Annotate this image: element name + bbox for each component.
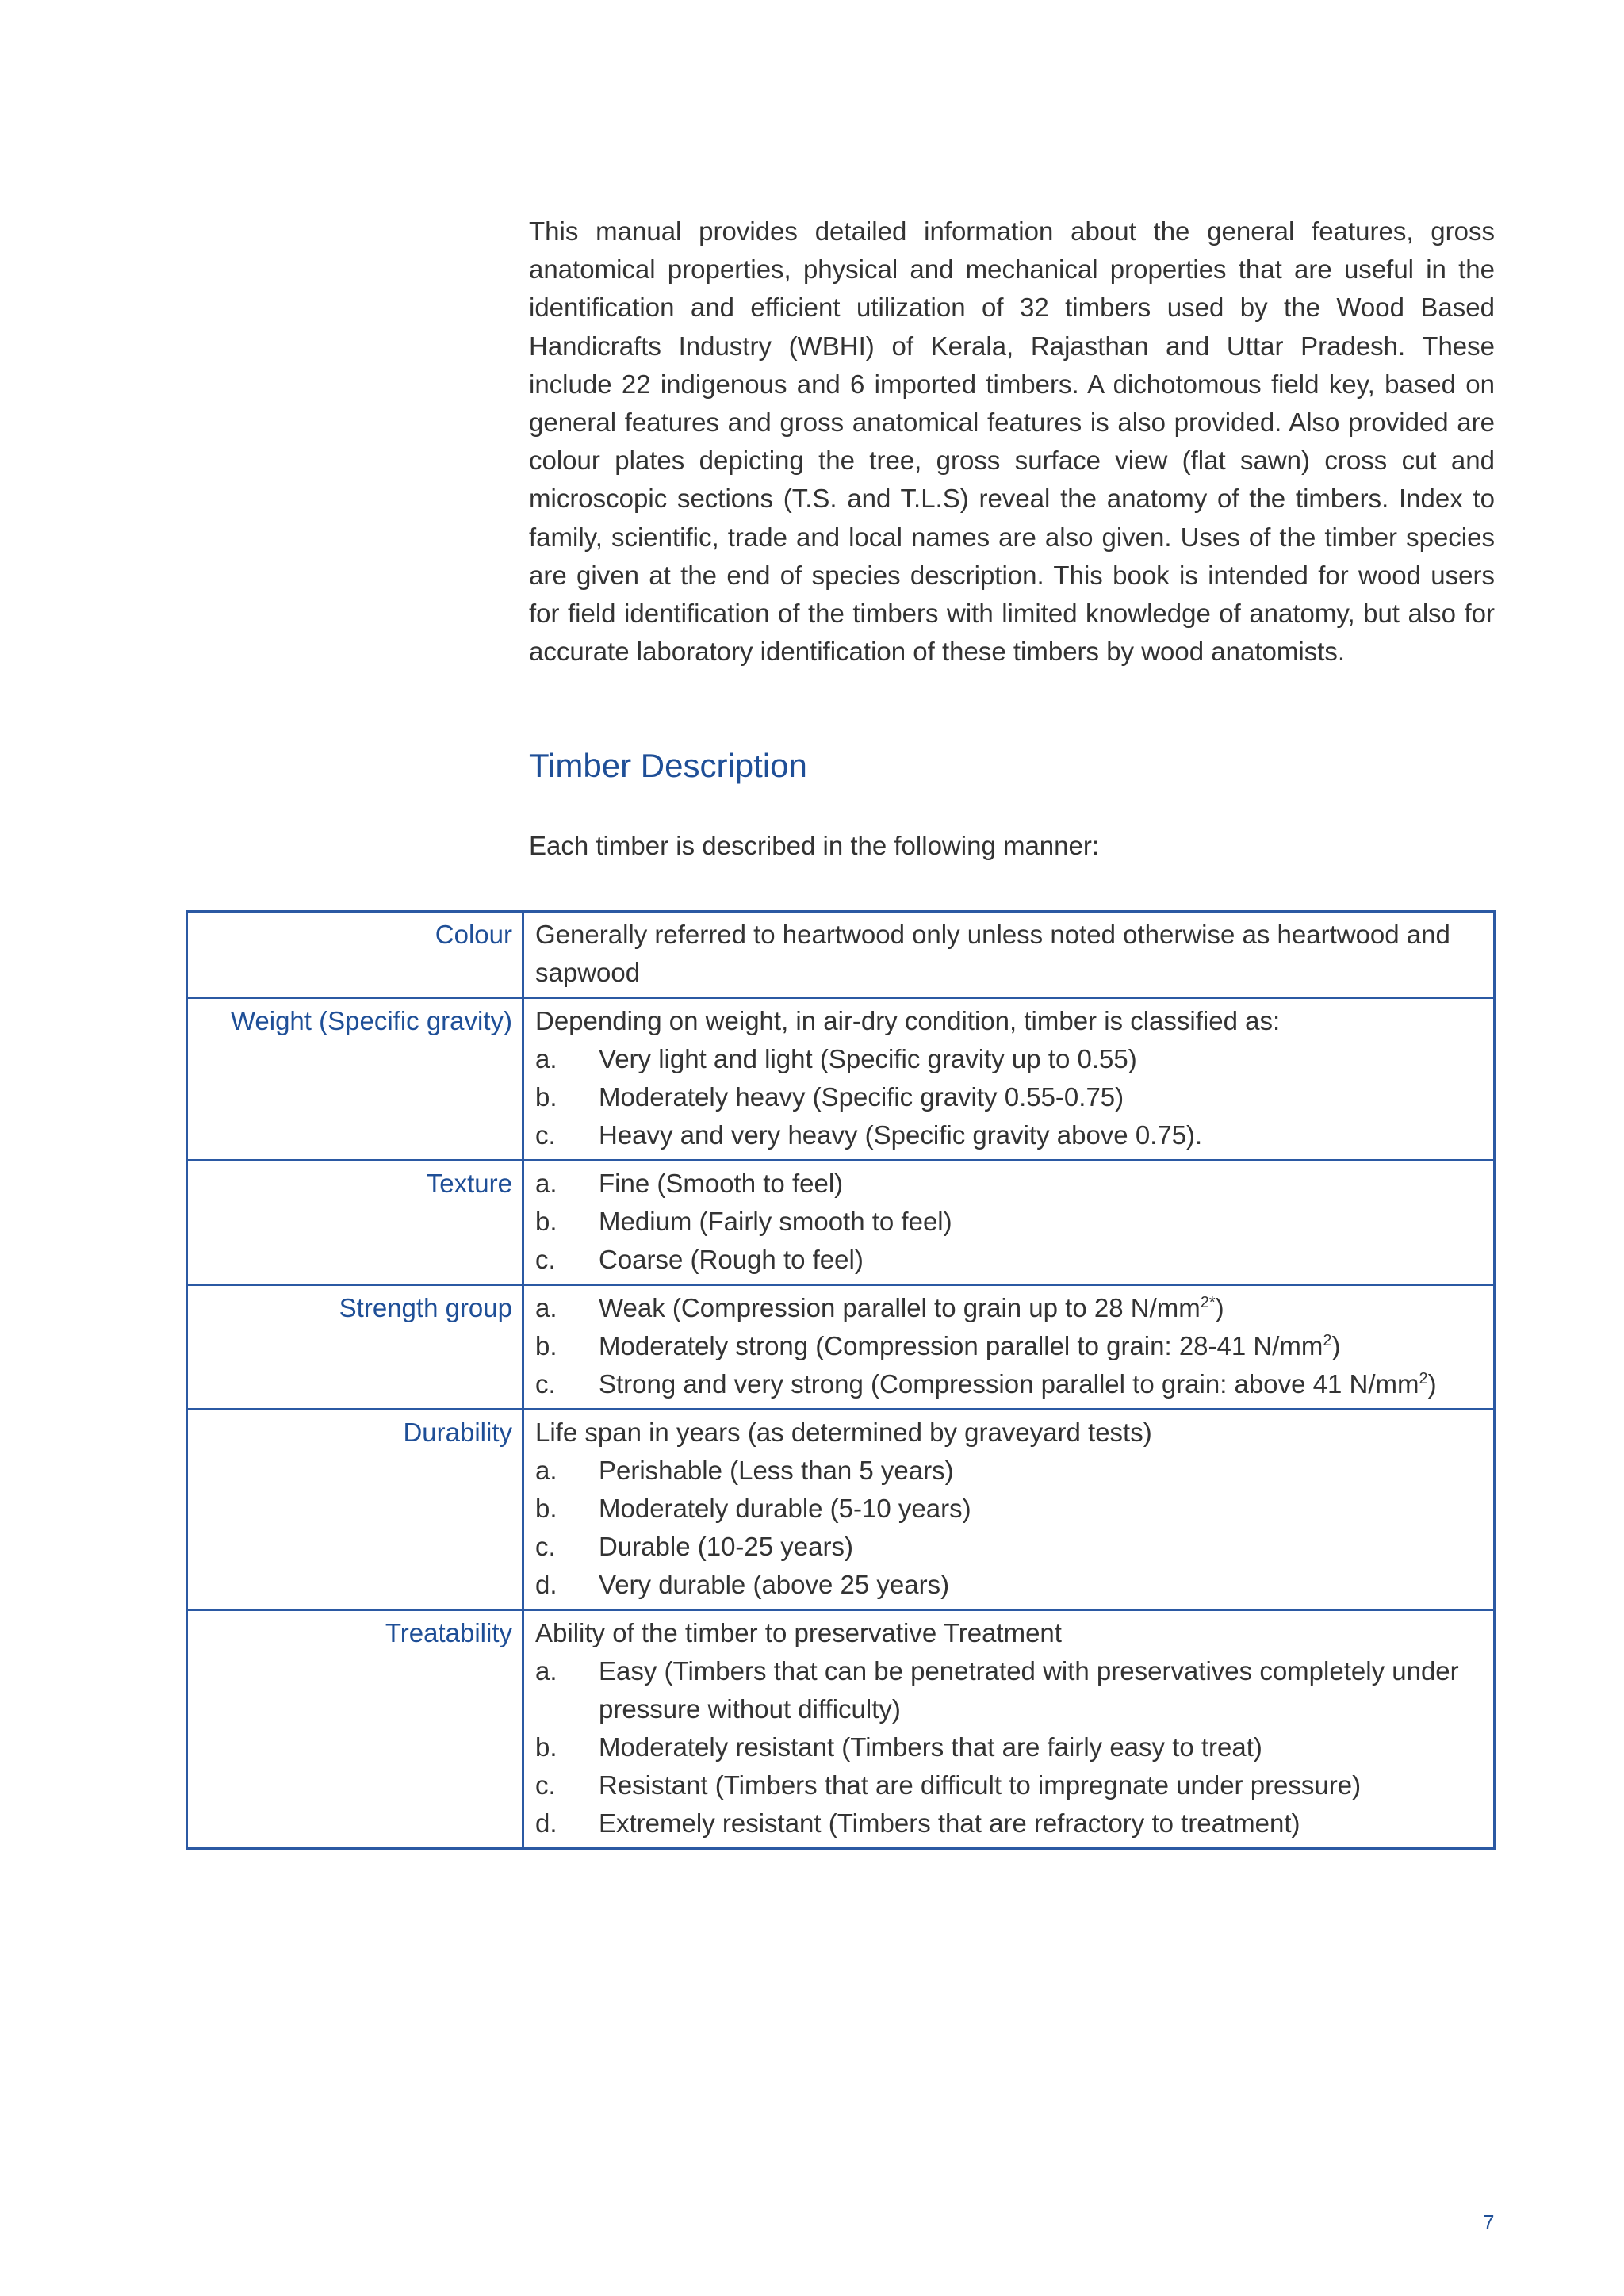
list-item-letter: c. (535, 1120, 556, 1150)
strength-text: Moderately strong (Compression parallel to grain: 28-41 N/mm (599, 1331, 1323, 1360)
list-item (535, 1766, 1485, 1804)
row-label-strength: Strength group (187, 1285, 523, 1410)
list-item (535, 1490, 1485, 1528)
strength-text: Weak (Compression parallel to grain up to 28 N/mm (599, 1293, 1201, 1322)
list-item-text: Resistant (Timbers that are difficult to impregnate under pressure) (599, 1770, 1362, 1800)
superscript: 2* (1200, 1294, 1216, 1311)
list-item (535, 1203, 1485, 1241)
list-item-letter: c. (535, 1770, 556, 1800)
row-content-durability (523, 1410, 1495, 1610)
list-item (535, 1040, 1485, 1078)
weight-intro: Depending on weight, in air-dry condition, timber is classified as: (535, 1006, 1281, 1035)
list-item-text: Very durable (above 25 years) (599, 1570, 950, 1599)
row-content-treatability (523, 1610, 1495, 1849)
list-item-text (599, 1289, 1485, 1327)
strength-tail: ) (1215, 1293, 1224, 1322)
row-content-strength (523, 1285, 1495, 1410)
row-label-weight: Weight (Specific gravity) (187, 998, 523, 1161)
treatability-intro: Ability of the timber to preservative Treatment (535, 1618, 1062, 1647)
list-item-letter: a. (535, 1456, 557, 1485)
list-item-text: Very light and light (Specific gravity up to 0.55) (599, 1044, 1137, 1073)
row-content-texture (523, 1161, 1495, 1285)
section-lead: Each timber is described in the following manner: (529, 831, 1100, 860)
list-item-text: Easy (Timbers that can be penetrated with preservatives completely under pressure without difficulty) (599, 1656, 1459, 1724)
list-item-letter: d. (535, 1808, 557, 1838)
list-item-text: Fine (Smooth to feel) (599, 1169, 844, 1198)
table-row-colour (187, 912, 1495, 998)
colour-text: Generally referred to heartwood only unless noted otherwise as heartwood and sapwood (535, 920, 1450, 987)
strength-tail: ) (1427, 1369, 1437, 1399)
list-item (535, 1327, 1485, 1365)
table-row-texture (187, 1161, 1495, 1285)
list-item-letter: a. (535, 1169, 557, 1198)
timber-description-table (186, 910, 1496, 1850)
list-item (535, 1652, 1485, 1728)
row-label-colour: Colour (187, 912, 523, 998)
list-item-text: Perishable (Less than 5 years) (599, 1456, 954, 1485)
table-row-strength (187, 1285, 1495, 1410)
list-item-text: Extremely resistant (Timbers that are refractory to treatment) (599, 1808, 1300, 1838)
list-item (535, 1078, 1485, 1116)
list-item-letter: c. (535, 1532, 556, 1561)
list-item-letter: b. (535, 1082, 557, 1112)
table-row-treatability (187, 1610, 1495, 1849)
list-item-text: Moderately durable (5-10 years) (599, 1494, 971, 1523)
row-label-texture: Texture (187, 1161, 523, 1285)
list-item-letter: b. (535, 1331, 557, 1360)
list-item-letter: c. (535, 1245, 556, 1274)
page-number: 7 (1483, 2210, 1495, 2234)
strength-text: Strong and very strong (Compression parallel to grain: above 41 N/mm (599, 1369, 1419, 1399)
list-item-letter: a. (535, 1044, 557, 1073)
list-item (535, 1528, 1485, 1566)
list-item-text: Heavy and very heavy (Specific gravity above 0.75). (599, 1120, 1203, 1150)
list-item-text: Moderately heavy (Specific gravity 0.55-0.75) (599, 1082, 1124, 1112)
list-item (535, 1165, 1485, 1203)
list-item-text: Coarse (Rough to feel) (599, 1245, 864, 1274)
list-item-text (599, 1327, 1485, 1365)
row-label-durability: Durability (187, 1410, 523, 1610)
durability-intro: Life span in years (as determined by graveyard tests) (535, 1418, 1152, 1447)
list-item-letter: c. (535, 1369, 556, 1399)
list-item-letter: b. (535, 1494, 557, 1523)
strength-tail: ) (1331, 1331, 1341, 1360)
list-item (535, 1289, 1485, 1327)
list-item (535, 1116, 1485, 1154)
intro-paragraph: This manual provides detailed information about the general features, gross anatomical properties, physical and mechanical properties that are useful in the identification and efficient utilization of 32 timbers used by the Wood Based Handicrafts Industry (WBHI) of Kerala, Rajasthan and Uttar Pradesh. These include 22 indigenous and 6 imported timbers. A dichotomous field key, based on general features and gross anatomical features is also provided. Also provided are colour plates depicting the tree, gross surface view (flat sawn) cross cut and microscopic sections (T.S. and T.L.S) reveal the anatomy of the timbers. Index to family, scientific, trade and local names are also given. Uses of the timber species are given at the end of species description. This book is intended for wood users for field identification of the timbers with limited knowledge of anatomy, but also for accurate laboratory identification of these timbers by wood anatomists. (529, 216, 1495, 667)
list-item (535, 1566, 1485, 1604)
row-content-colour (523, 912, 1495, 998)
list-item (535, 1452, 1485, 1490)
list-item-text: Durable (10-25 years) (599, 1532, 853, 1561)
list-item-text: Medium (Fairly smooth to feel) (599, 1207, 952, 1236)
list-item-letter: a. (535, 1293, 557, 1322)
list-item-letter: b. (535, 1207, 557, 1236)
list-item (535, 1804, 1485, 1843)
list-item-letter: b. (535, 1732, 557, 1762)
table-row-durability (187, 1410, 1495, 1610)
row-label-treatability: Treatability (187, 1610, 523, 1849)
row-content-weight (523, 998, 1495, 1161)
superscript: 2 (1419, 1370, 1428, 1387)
list-item-text: Moderately resistant (Timbers that are fairly easy to treat) (599, 1732, 1262, 1762)
list-item-text (599, 1365, 1485, 1403)
list-item (535, 1365, 1485, 1403)
table-row-weight (187, 998, 1495, 1161)
section-heading: Timber Description (529, 747, 807, 784)
superscript: 2 (1323, 1332, 1332, 1349)
list-item-letter: a. (535, 1656, 557, 1686)
list-item (535, 1241, 1485, 1279)
list-item (535, 1728, 1485, 1766)
list-item-letter: d. (535, 1570, 557, 1599)
